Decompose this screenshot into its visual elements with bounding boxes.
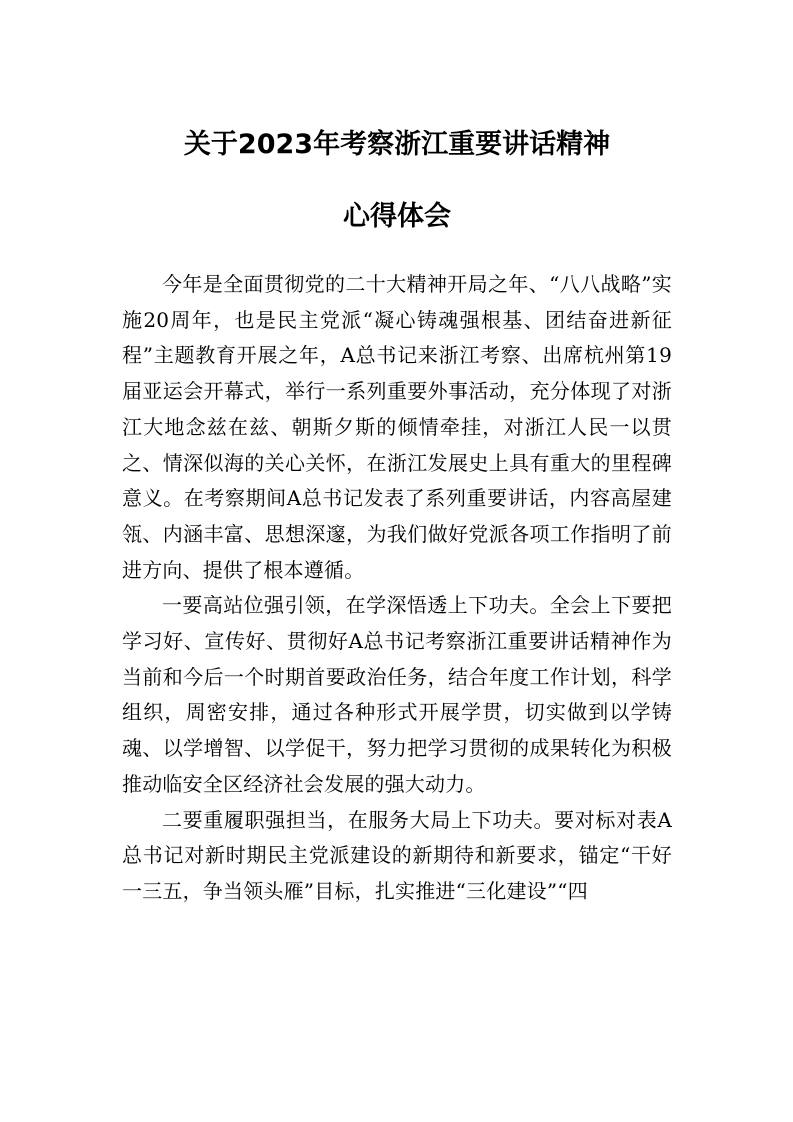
document-title-line-2: 心得体会 — [343, 201, 451, 232]
paragraph-1: 今年是全面贯彻党的二十大精神开局之年、“八八战略”实施20周年，也是民主党派“凝心铸魂强根基、团结奋进新征程”主题教育开展之年，A总书记来浙江考察、出席杭州第19届亚运会开幕式，举行一系列重要外事活动，充分体现了对浙江大地念兹在兹、朝斯夕斯的倾情牵挂，对浙江人民一以贯之、情深似海的关心关怀，在浙江发展史上具有重大的里程碑意义。在考察期间A总书记发表了系列重要讲话，内容高屋建瓴、内涵丰富、思想深邃，为我们做好党派各项工作指明了前进方向、提供了根本遵循。 — [122, 272, 672, 582]
document-title-line-1: 关于2023年考察浙江重要讲话精神 — [183, 129, 611, 160]
document-body — [122, 267, 672, 910]
paragraph-2: 一要高站位强引领，在学深悟透上下功夫。全会上下要把学习好、宣传好、贯彻好A总书记考察浙江重要讲话精神作为当前和今后一个时期首要政治任务，结合年度工作计划，科学组织，周密安排，通过各种形式开展学贯，切实做到以学铸魂、以学增智、以学促干，努力把学习贯彻的成果转化为积极推动临安全区经济社会发展的强大动力。 — [122, 593, 672, 796]
paragraph-3: 二要重履职强担当，在服务大局上下功夫。要对标对表A总书记对新时期民主党派建设的新期待和新要求，锚定“干好一三五，争当领头雁”目标，扎实推进“三化建设”“四 — [122, 807, 672, 903]
